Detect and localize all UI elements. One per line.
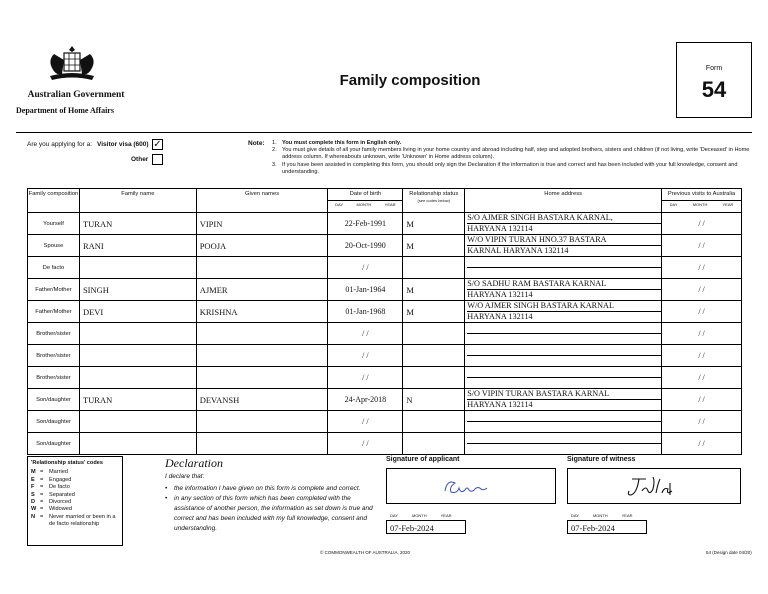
relationship-cell[interactable] <box>403 345 465 367</box>
address-cell[interactable] <box>465 367 662 389</box>
address-line-2: KARNAL HARYANA 132114 <box>467 245 569 255</box>
address-cell[interactable] <box>465 235 662 257</box>
codes-heading: 'Relationship status' codes <box>31 460 103 466</box>
address-cell[interactable] <box>465 345 662 367</box>
table-row <box>28 301 742 323</box>
applicant-date-labels: DAY MONTH YEAR <box>390 513 452 518</box>
address-cell[interactable] <box>465 433 662 455</box>
address-line-2 <box>467 422 661 433</box>
given-names-cell[interactable] <box>196 345 328 367</box>
address-line-2 <box>467 268 661 279</box>
address-line-1 <box>467 411 661 422</box>
visits-cell[interactable]: / / <box>662 345 742 367</box>
row-label: Son/daughter <box>28 411 80 433</box>
given-names-cell[interactable] <box>196 257 328 279</box>
row-label: Brother/sister <box>28 323 80 345</box>
dob-cell[interactable]: / / <box>328 433 403 455</box>
address-cell[interactable] <box>465 411 662 433</box>
applicant-date-field[interactable]: 07-Feb-2024 <box>386 520 466 534</box>
address-line-1 <box>467 345 661 356</box>
form-number-box <box>676 42 752 118</box>
code-item: F = De facto <box>31 484 70 491</box>
address-line-1: W/O VIPIN TURAN HNO.37 BASTARA <box>467 235 661 246</box>
address-line-1 <box>467 257 661 268</box>
witness-signature-field[interactable] <box>567 468 741 504</box>
given-names-cell[interactable] <box>196 433 328 455</box>
address-line-2 <box>467 334 661 345</box>
family-name-cell[interactable] <box>79 257 196 279</box>
dob-cell[interactable]: / / <box>328 323 403 345</box>
address-line-1: W/O AJMER SINGH BASTARA KARNAL <box>467 301 661 312</box>
dob-cell[interactable]: / / <box>328 257 403 279</box>
header-visits: Previous visits to Australia DAY MONTH YEAR <box>662 189 742 213</box>
given-names-cell[interactable] <box>196 367 328 389</box>
row-label: De facto <box>28 257 80 279</box>
table-row <box>28 345 742 367</box>
table-row <box>28 411 742 433</box>
design-date: 54 (Design date 04/20) <box>706 550 752 555</box>
table-row <box>28 279 742 301</box>
given-names-cell[interactable]: VIPIN <box>196 213 328 235</box>
dob-cell[interactable]: 01-Jan-1968 <box>328 301 403 323</box>
page-title: Family composition <box>339 72 481 89</box>
government-name: Australian Government <box>27 90 125 100</box>
other-checkbox[interactable] <box>152 154 163 165</box>
address-line-2: HARYANA 132114 <box>467 399 533 409</box>
table-header-row <box>28 189 742 213</box>
relationship-cell[interactable]: M <box>403 235 465 257</box>
address-line-2: HARYANA 132114 <box>467 289 533 299</box>
family-name-cell[interactable]: TURAN <box>79 389 196 411</box>
row-label: Son/daughter <box>28 433 80 455</box>
address-line-1 <box>467 367 661 378</box>
family-name-cell[interactable] <box>79 323 196 345</box>
address-line-2 <box>467 444 661 455</box>
visits-cell[interactable]: / / <box>662 433 742 455</box>
header-relationship: Relationship status (see codes below) <box>403 189 465 213</box>
form-number: 54 <box>701 77 727 102</box>
relationship-cell[interactable] <box>403 323 465 345</box>
note-item: 3. If you have been assisted in completing this form, you should only sign the Declaration if the information is true and correct and has been included with your full knowledge, consent and understanding. <box>272 161 738 175</box>
witness-signature-heading: Signature of witness <box>567 456 636 463</box>
row-label: Brother/sister <box>28 367 80 389</box>
header-dob: Date of birth DAY MONTH YEAR <box>328 189 403 213</box>
relationship-cell[interactable]: M <box>403 213 465 235</box>
relationship-cell[interactable] <box>403 433 465 455</box>
relationship-cell[interactable]: M <box>403 279 465 301</box>
code-item: S = Separated <box>31 491 75 498</box>
given-names-cell[interactable]: AJMER <box>196 279 328 301</box>
note-heading: Note: <box>248 140 265 147</box>
family-name-cell[interactable]: DEVI <box>79 301 196 323</box>
row-label: Yourself <box>28 213 80 235</box>
address-cell[interactable] <box>465 301 662 323</box>
witness-date-field[interactable]: 07-Feb-2024 <box>567 520 647 534</box>
family-table <box>27 188 742 455</box>
note-item: 2. You must give details of all your family members living in your home country and abroad including half, step and adopted brothers, sisters and children (if not living, write 'Deceased' in Home address column. If whereabouts unknown, write 'Unknown' in Home address column). <box>272 147 750 161</box>
dob-cell[interactable]: 24-Apr-2018 <box>328 389 403 411</box>
declaration-list <box>165 484 380 534</box>
address-line-1 <box>467 323 661 334</box>
note-item: 1. You must complete this form in English only. <box>272 140 402 146</box>
code-item: E = Engaged <box>31 476 72 483</box>
dob-cell[interactable]: / / <box>328 345 403 367</box>
witness-date-labels: DAY MONTH YEAR <box>571 513 633 518</box>
row-label: Brother/sister <box>28 345 80 367</box>
family-name-cell[interactable]: SINGH <box>79 279 196 301</box>
address-cell[interactable] <box>465 213 662 235</box>
address-cell[interactable] <box>465 279 662 301</box>
given-names-cell[interactable] <box>196 323 328 345</box>
dob-cell[interactable]: 20-Oct-1990 <box>328 235 403 257</box>
table-row <box>28 433 742 455</box>
applicant-signature-image <box>439 475 499 499</box>
table-row <box>28 213 742 235</box>
row-label: Son/daughter <box>28 389 80 411</box>
given-names-cell[interactable]: DEVANSH <box>196 389 328 411</box>
relationship-cell[interactable] <box>403 367 465 389</box>
relationship-cell[interactable] <box>403 257 465 279</box>
dob-cell[interactable]: / / <box>328 367 403 389</box>
address-line-1: S/O AJMER SINGH BASTARA KARNAL, <box>467 213 661 224</box>
address-line-2 <box>467 378 661 389</box>
declaration-sub: I declare that: <box>165 473 205 480</box>
family-name-cell[interactable] <box>79 411 196 433</box>
address-line-2: HARYANA 132114 <box>467 223 533 233</box>
declaration-item: • in any section of this form which has been completed with the assistance of another person, the information as set down is true and correct and has been included with my full knowledge, consent and understanding. <box>165 495 373 532</box>
relationship-cell[interactable]: M <box>403 301 465 323</box>
header-given-names: Given names <box>196 189 328 213</box>
visits-cell[interactable]: / / <box>662 257 742 279</box>
address-line-1: S/O SADHU RAM BASTARA KARNAL <box>467 279 661 290</box>
visits-cell[interactable]: / / <box>662 367 742 389</box>
dob-cell[interactable]: 01-Jan-1964 <box>328 279 403 301</box>
row-label: Father/Mother <box>28 279 80 301</box>
form-label: Form <box>705 65 723 72</box>
table-row <box>28 323 742 345</box>
department-name: Department of Home Affairs <box>16 106 114 115</box>
code-item: N = Never married or been in a de facto relationship <box>31 513 116 528</box>
address-line-1: S/O VIPIN TURAN BASTARA KARNAL <box>467 389 661 400</box>
address-line-2 <box>467 356 661 367</box>
family-name-cell[interactable]: TURAN <box>79 213 196 235</box>
visits-cell[interactable]: / / <box>662 213 742 235</box>
header-divider <box>16 132 752 133</box>
relationship-cell[interactable]: N <box>403 389 465 411</box>
visits-cell[interactable]: / / <box>662 279 742 301</box>
given-names-cell[interactable]: KRISHNA <box>196 301 328 323</box>
applicant-signature-heading: Signature of applicant <box>386 456 460 463</box>
code-item: D = Divorced <box>31 499 72 506</box>
dob-cell[interactable]: / / <box>328 411 403 433</box>
address-cell[interactable] <box>465 389 662 411</box>
address-cell[interactable] <box>465 323 662 345</box>
family-name-cell[interactable] <box>79 367 196 389</box>
table-row <box>28 389 742 411</box>
visits-cell[interactable]: / / <box>662 411 742 433</box>
code-item: M = Married <box>31 469 68 476</box>
copyright: © COMMONWEALTH OF AUSTRALIA, 2020 <box>320 550 410 555</box>
applicant-signature-field[interactable] <box>386 468 556 504</box>
address-line-1 <box>467 433 661 444</box>
given-names-cell[interactable]: POOJA <box>196 235 328 257</box>
address-cell[interactable] <box>465 257 662 279</box>
visits-cell[interactable]: / / <box>662 389 742 411</box>
note-list <box>272 140 750 176</box>
witness-signature-image <box>624 473 684 501</box>
family-name-cell[interactable] <box>79 345 196 367</box>
code-item: W = Widowed <box>31 506 73 513</box>
visits-cell[interactable]: / / <box>662 235 742 257</box>
table-row <box>28 235 742 257</box>
header-family-composition: Family composition <box>28 189 80 213</box>
visitor-visa-label: Visitor visa (600) <box>97 141 149 148</box>
row-label: Father/Mother <box>28 301 80 323</box>
family-name-cell[interactable] <box>79 433 196 455</box>
table-row <box>28 367 742 389</box>
coat-of-arms-logo <box>44 44 100 84</box>
applying-label: Are you applying for a: <box>27 141 93 148</box>
visits-cell[interactable]: / / <box>662 323 742 345</box>
declaration-item: • the information I have given on this form is complete and correct. <box>165 485 361 492</box>
relationship-cell[interactable] <box>403 411 465 433</box>
address-line-2: HARYANA 132114 <box>467 311 533 321</box>
header-family-name: Family name <box>79 189 196 213</box>
relationship-codes-box <box>27 456 123 546</box>
declaration-heading: Declaration <box>165 456 223 470</box>
header-home-address: Home address <box>465 189 662 213</box>
given-names-cell[interactable] <box>196 411 328 433</box>
other-label: Other <box>131 156 149 163</box>
visits-cell[interactable]: / / <box>662 301 742 323</box>
family-name-cell[interactable]: RANI <box>79 235 196 257</box>
row-label: Spouse <box>28 235 80 257</box>
visitor-visa-checkbox[interactable]: ✓ <box>153 139 162 150</box>
table-row <box>28 257 742 279</box>
dob-cell[interactable]: 22-Feb-1991 <box>328 213 403 235</box>
